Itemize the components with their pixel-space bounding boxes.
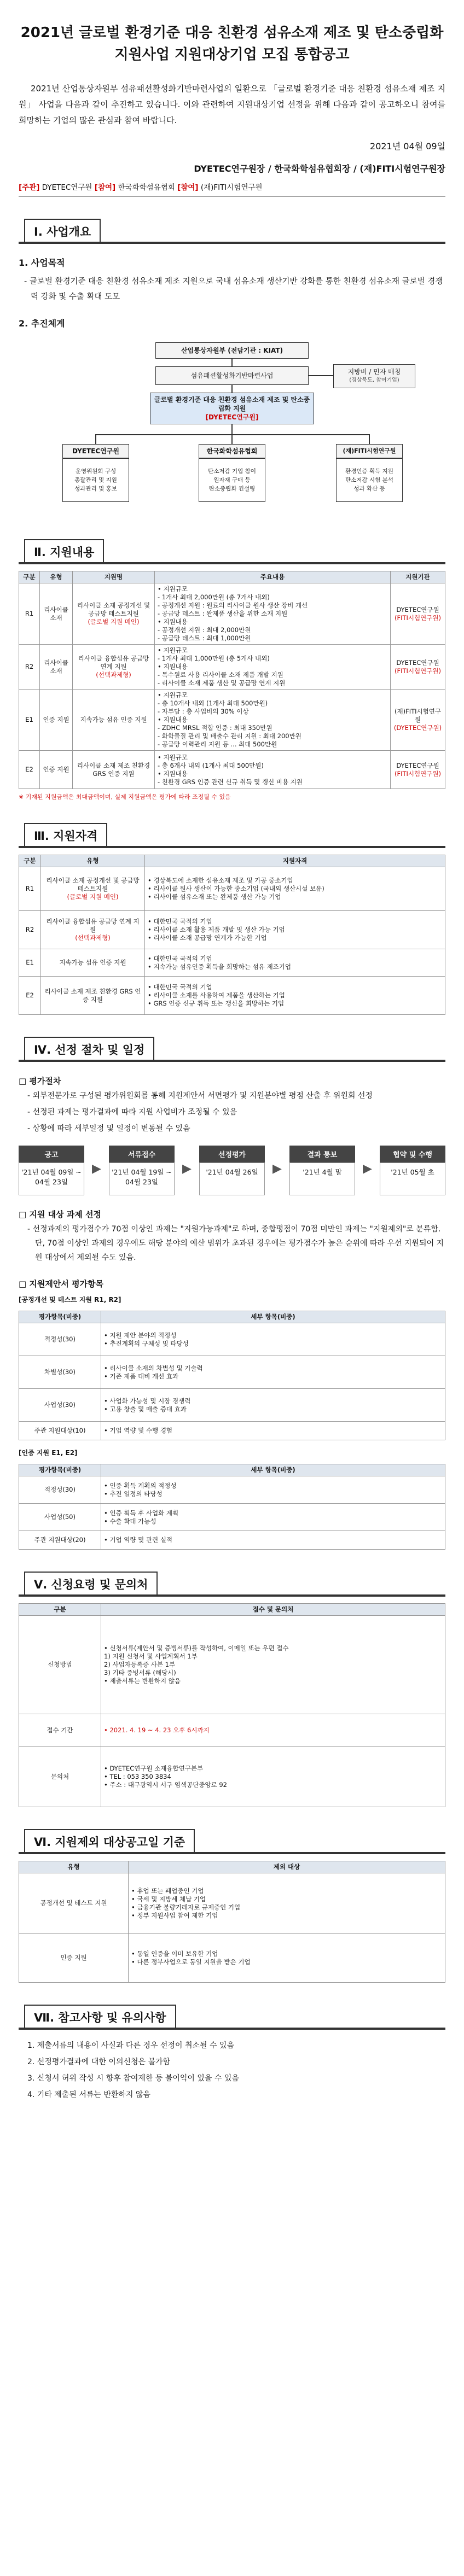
partner-name-2: (재)FITI시험연구원 xyxy=(200,183,263,192)
eval-procedure-heading: □ 평가절차 xyxy=(19,1076,61,1086)
cell: E2 xyxy=(19,751,40,789)
table-row xyxy=(19,1422,445,1440)
table-row xyxy=(19,1389,445,1422)
cell: 차별성(30) xyxy=(19,1356,101,1389)
criteria-heading: □ 지원제안서 평가항목 xyxy=(19,1279,104,1289)
table-row xyxy=(19,1714,445,1747)
section-4-header xyxy=(19,1037,445,1062)
col-header: 접수 및 문의처 xyxy=(101,1604,445,1616)
step-5 xyxy=(380,1146,445,1195)
criteria-label-1: [공정개선 및 테스트 지원 R1, R2] xyxy=(19,1296,121,1304)
table-row xyxy=(19,867,445,911)
cell: 적정성(30) xyxy=(19,1476,101,1504)
step-date: '21년 04월 09일 ~ 04월 23일 xyxy=(19,1163,84,1195)
col-header: 세부 항목(비중) xyxy=(101,1311,445,1323)
cell: (DYETEC연구원) xyxy=(393,724,442,732)
criteria-label-2: [인증 지원 E1, E2] xyxy=(19,1449,78,1457)
host-tag: [주관] xyxy=(19,183,40,192)
cell: • 지원규모 - 1개사 최대 2,000만원 (총 7개사 내외) - 공정개선 지원 : 원료의 리사이클 원사 생산 장비 개선 - 공급망 테스트 : 완제품 생산을 위한 소재 지원 • 지원내용 - 공정개선 지원 : 최대 2,000만원 - 공급망 테스트 : 최대 1,000만원 xyxy=(155,583,391,645)
col-header: 주요내용 xyxy=(155,571,391,583)
step-3 xyxy=(199,1146,265,1195)
chart-branch-3: (재)FITI시험연구원 xyxy=(336,444,403,458)
schedule-flow xyxy=(19,1146,445,1195)
cell: • 사업화 가능성 및 시장 경쟁력 • 고용 창출 및 매출 증대 효과 xyxy=(101,1389,445,1422)
table-row xyxy=(19,911,445,949)
cell: 리사이클 소재 xyxy=(40,583,73,645)
section-2-header xyxy=(19,539,445,564)
table-row xyxy=(19,1356,445,1389)
cell: 리사이클 융합섬유 공급망 연계 지원 xyxy=(78,655,149,670)
section-6-title: Ⅵ. 지원제외 대상공고일 기준 xyxy=(24,1829,195,1853)
note-item: 3. 신청서 허위 작성 시 향후 참여제한 등 불이익이 있을 수 있음 xyxy=(27,2074,239,2083)
cell: • 대한민국 국적의 기업 • 리사이클 소재를 사용하여 제품을 생산하는 기업 • GRS 인증 신규 취득 또는 갱신을 희망하는 기업 xyxy=(145,977,445,1015)
note-item: 1. 제출서류의 내용이 사실과 다른 경우 선정이 취소될 수 있음 xyxy=(27,2041,234,2050)
cell: • 기업 역량 및 수행 경험 xyxy=(101,1422,445,1440)
arrow-icon: ▶ xyxy=(182,1162,192,1176)
cell: • 리사이클 소재의 차별성 및 기술력 • 기존 제품 대비 개선 효과 xyxy=(101,1356,445,1389)
partner-name: 한국화학섬유협회 xyxy=(118,183,175,192)
selection-heading: □ 지원 대상 과제 선정 xyxy=(19,1210,101,1219)
col-header: 구분 xyxy=(19,1604,101,1616)
col-header: 평가항목(비중) xyxy=(19,1464,101,1476)
cell: 인증 지원 xyxy=(40,751,73,789)
eval-text-3: - 상황에 따라 세부일정 및 일정이 변동될 수 있음 xyxy=(27,1124,190,1133)
arrow-icon: ▶ xyxy=(92,1162,101,1176)
section-1-title: Ⅰ. 사업개요 xyxy=(24,219,101,243)
table-row xyxy=(19,690,445,751)
cell: 적정성(30) xyxy=(19,1323,101,1356)
step-title: 선정평가 xyxy=(199,1146,265,1163)
col-header: 구분 xyxy=(19,571,40,583)
section-5-header xyxy=(19,1572,445,1597)
cell: R1 xyxy=(19,867,41,911)
cell: (글로벌 지원 메인) xyxy=(67,893,119,901)
cell: DYETEC연구원 xyxy=(396,658,439,667)
cell: 인증 지원 xyxy=(40,690,73,751)
cell: • 인증 획득 계획의 적정성 • 추진 일정의 타당성 xyxy=(101,1476,445,1504)
section-4-title: Ⅳ. 선정 절차 및 일정 xyxy=(24,1037,154,1061)
cell: (선택과제형) xyxy=(75,934,111,942)
table-row xyxy=(19,977,445,1015)
purpose-text: - 글로벌 환경기준 대응 친환경 섬유소재 제조 지원으로 국내 섬유소재 생산기반 강화를 통한 친환경 섬유소재 글로벌 경쟁력 강화 및 수출 확대 도모 xyxy=(24,277,443,301)
cell: • 동일 인증을 이미 보유한 기업 • 다른 정부사업으로 동일 지원을 받은 기업 xyxy=(129,1934,445,1983)
cell: (FITI시험연구원) xyxy=(395,667,441,675)
cell: E1 xyxy=(19,690,40,751)
host-name: DYETEC연구원 xyxy=(42,183,92,192)
table-row xyxy=(19,751,445,789)
chart-mid-box: 섬유패션활성화기반마련사업 xyxy=(155,366,309,385)
cell: • 경상북도에 소재한 섬유소재 제조 및 가공 중소기업 • 리사이클 원사 생산이 가능한 중소기업 (국내외 생산시설 보유) • 리사이클 섬유소재 또는 완제품 생산 가능 기업 xyxy=(145,867,445,911)
chart-side-box xyxy=(333,364,415,388)
cell: • 신청서류(제안서 및 증빙서류)를 작성하여, 이메일 또는 우편 접수 1) 지원 신청서 및 사업계획서 1부 2) 사업자등록증 사본 1부 3) 기타 증빙서류 (해당시) • 제출서류는 반환하지 않음 xyxy=(101,1616,445,1714)
cell: (선택과제형) xyxy=(96,671,131,679)
side-label: 지방비 / 민자 매칭 xyxy=(347,368,401,376)
cell: 지속가능 섬유 인증 지원 xyxy=(80,716,147,723)
table-row xyxy=(19,949,445,977)
main-sub: [DYETEC연구원] xyxy=(205,413,259,421)
col-header: 지원명 xyxy=(73,571,155,583)
cell: • 지원규모 - 총 10개사 내외 (1개사 최대 500만원) - 자부담 : 총 사업비의 30% 이상 • 지원내용 - ZDHC MRSL 적합 인증 : 최대 350만원 - 화학물질 관리 및 배출수 관리 지원 : 최대 200만원 - 공급망 이력관리 지원 등 ... 최대 500만원 xyxy=(155,690,391,751)
table-row xyxy=(19,1873,445,1934)
step-date: '21년 04월 19일 ~ 04월 23일 xyxy=(109,1163,175,1195)
cell: (글로벌 지원 메인) xyxy=(88,618,140,626)
cell: • 휴업 또는 폐업중인 기업 • 국세 및 지방세 체납 기업 • 금융기관 불량거래자로 규제중인 기업 • 정부 지원사업 참여 제한 기업 xyxy=(129,1873,445,1934)
cell: 주관 지원대상(10) xyxy=(19,1422,101,1440)
cell: R2 xyxy=(19,645,40,690)
cell: R2 xyxy=(19,911,41,949)
section-7-title: Ⅶ. 참고사항 및 유의사항 xyxy=(24,2005,176,2029)
eval-text-2: - 선정된 과제는 평가결과에 따라 지원 사업비가 조정될 수 있음 xyxy=(27,1108,237,1117)
exclusion-table xyxy=(19,1861,445,1983)
side-sub: (경상북도, 참여기업) xyxy=(349,377,399,383)
organizer-line: DYETEC연구원장 / 한국화학섬유협회장 / (재)FITI시험연구원장 xyxy=(194,163,445,174)
chart-branch-1: DYETEC연구원 xyxy=(62,444,129,458)
step-2 xyxy=(109,1146,175,1195)
table-row xyxy=(19,645,445,690)
cell: (재)FITI시험연구원 xyxy=(395,708,441,723)
section-3-title: Ⅲ. 지원자격 xyxy=(24,823,107,847)
cell: 지속가능 섬유 인증 지원 xyxy=(59,959,126,966)
col-header: 구분 xyxy=(19,855,41,867)
cell: 리사이클 소재 공정개선 및 공급망 테스트지원 xyxy=(46,877,140,892)
host-line xyxy=(19,181,445,197)
table-row xyxy=(19,1531,445,1550)
cell: 인증 지원 xyxy=(19,1934,129,1983)
table-row xyxy=(19,1616,445,1714)
step-title: 결과 통보 xyxy=(289,1146,355,1163)
announcement-date: 2021년 04월 09일 xyxy=(370,141,445,151)
chart-main-box xyxy=(150,393,314,424)
cell: DYETEC연구원 xyxy=(396,605,439,614)
cell: • DYETEC연구원 소재융합연구본부 • TEL : 053 350 3834 • 주소 : 대구광역시 서구 염색공단중앙로 92 xyxy=(101,1747,445,1807)
step-title: 서류접수 xyxy=(109,1146,175,1163)
org-chart xyxy=(19,337,445,517)
criteria-table-1 xyxy=(19,1311,445,1440)
table-row xyxy=(19,1476,445,1504)
cell: 주관 지원대상(20) xyxy=(19,1531,101,1550)
section-3-header xyxy=(19,823,445,848)
step-title: 협약 및 수행 xyxy=(380,1146,445,1163)
page-title: 2021년 글로벌 환경기준 대응 친환경 섬유소재 제조 및 탄소중립화 지원사업 지원대상기업 모집 통합공고 xyxy=(20,25,444,63)
cell: (FITI시험연구원) xyxy=(395,769,441,778)
chart-branch-2-desc: 탄소저감 기업 참여 원자재 구매 등 탄소중립화 컨설팅 xyxy=(199,458,265,502)
col-header: 지원기관 xyxy=(391,571,445,583)
cell: 공정개선 및 테스트 지원 xyxy=(19,1873,129,1934)
section-7-header xyxy=(19,2005,445,2030)
cell: • 기업 역량 및 관련 실적 xyxy=(101,1531,445,1550)
col-header: 제외 대상 xyxy=(129,1861,445,1873)
eligibility-table xyxy=(19,855,445,1015)
cell: 리사이클 소재 제조 친환경 GRS 인증 지원 xyxy=(44,987,141,1003)
step-date: '21년 05월 초 xyxy=(380,1163,445,1195)
cell: 신청방법 xyxy=(19,1616,101,1714)
chart-top-box: 산업통상자원부 (전담기관 : KIAT) xyxy=(155,342,309,359)
cell: 리사이클 소재 xyxy=(40,645,73,690)
cell: (FITI시험연구원) xyxy=(395,614,441,622)
main-label: 글로벌 환경기준 대응 친환경 섬유소재 제조 및 탄소중립화 지원 xyxy=(154,396,310,412)
chart-branch-3-desc: 환경인증 획득 지원 탄소저감 시험 분석 성과 확산 등 xyxy=(336,458,403,502)
cell: • 지원규모 - 1개사 최대 1,000만원 (총 5개사 내외) • 지원내용 - 특수원료 사용 리사이클 소재 제품 개발 지원 - 리사이클 소재 제품 생산 및 공급망 연계 지원 xyxy=(155,645,391,690)
col-header: 유형 xyxy=(41,855,145,867)
table-row xyxy=(19,1504,445,1531)
step-4 xyxy=(289,1146,355,1195)
step-date: '21년 4월 말 xyxy=(289,1163,355,1195)
support-note: ※ 기재된 지원금액은 최대금액이며, 실제 지원금액은 평가에 따라 조정될 수 있음 xyxy=(19,793,231,801)
table-row xyxy=(19,1934,445,1983)
arrow-icon: ▶ xyxy=(363,1162,372,1176)
cell: 문의처 xyxy=(19,1747,101,1807)
cell: DYETEC연구원 xyxy=(396,761,439,769)
note-item: 2. 선정평가결과에 대한 이의신청은 불가함 xyxy=(27,2058,171,2066)
step-date: '21년 04월 26일 xyxy=(199,1163,265,1195)
cell: 리사이클 융합섬유 공급망 연계 지원 xyxy=(46,918,140,933)
chart-branch-2: 한국화학섬유협회 xyxy=(199,444,265,458)
cell: 접수 기간 xyxy=(19,1714,101,1747)
intro-paragraph: 2021년 산업통상자원부 섬유패션활성화기반마련사업의 일환으로 「글로벌 환경기준 대응 친환경 섬유소재 제조 지원」 사업을 다음과 같이 추진하고 있습니다. 이와 관련하여 지원대상기업 선정을 위해 다음과 같이 공고하오니 참여를 희망하는 기업의 많은 관심과 참여 바랍니다. xyxy=(19,84,445,125)
arrow-icon: ▶ xyxy=(272,1162,282,1176)
cell: • 지원규모 - 총 6개사 내외 (1개사 최대 500만원) • 지원내용 - 친환경 GRS 인증 관련 신규 취득 및 갱신 비용 지원 xyxy=(155,751,391,789)
note-item: 4. 기타 제출된 서류는 반환하지 않음 xyxy=(27,2090,150,2099)
cell: • 지원 제안 분야의 적정성 • 추진계획의 구체성 및 타당성 xyxy=(101,1323,445,1356)
criteria-table-2 xyxy=(19,1464,445,1550)
cell: • 인증 획득 후 사업화 계획 • 수출 확대 가능성 xyxy=(101,1504,445,1531)
cell: E1 xyxy=(19,949,41,977)
cell: 사업성(50) xyxy=(19,1504,101,1531)
cell: E2 xyxy=(19,977,41,1015)
step-title: 공고 xyxy=(19,1146,84,1163)
eval-text-1: - 외부전문가로 구성된 평가위원회를 통해 지원제안서 서면평가 및 지원분야별 평점 산출 후 위원회 선정 xyxy=(27,1091,373,1100)
cell: • 2021. 4. 19 ~ 4. 23 오후 6시까지 xyxy=(101,1714,445,1747)
partner-tag-2: [참여] xyxy=(177,183,199,192)
col-header: 세부 항목(비중) xyxy=(101,1464,445,1476)
col-header: 유형 xyxy=(40,571,73,583)
section-2-title: Ⅱ. 지원내용 xyxy=(24,539,104,563)
table-row xyxy=(19,1323,445,1356)
cell: • 대한민국 국적의 기업 • 지속가능 섬유인증 획득을 희망하는 섬유 제조기업 xyxy=(145,949,445,977)
step-1 xyxy=(19,1146,84,1195)
cell: • 대한민국 국적의 기업 • 리사이클 소재 활용 제품 개발 및 생산 가능 기업 • 리사이클 소재 공급망 연계가 가능한 기업 xyxy=(145,911,445,949)
support-table xyxy=(19,571,445,789)
table-row xyxy=(19,583,445,645)
cell: R1 xyxy=(19,583,40,645)
chart-branch-1-desc: 운영위원회 구성 총괄관리 및 지원 성과관리 및 홍보 xyxy=(62,458,129,502)
section-6-header xyxy=(19,1829,445,1854)
cell: 리사이클 소재 공정개선 및 공급망 테스트지원 xyxy=(77,601,150,617)
selection-text: - 선정과제의 평가점수가 70점 이상인 과제는 "지원가능과제"로 하며, 종합평점이 70점 미만인 과제는 "지원제외"로 분류함. 단, 70점 이상인 과제의 경우에도 해당 분야의 예산 범위가 초과된 경우에는 평가점수가 높은 순위에 따라 우선 지원되어 지원 대상에서 제외될 수도 있음. xyxy=(27,1225,444,1262)
cell: 리사이클 소재 제조 친환경 GRS 인증 지원 xyxy=(77,761,150,778)
partner-tag: [참여] xyxy=(94,183,116,192)
table-row xyxy=(19,1747,445,1807)
structure-heading: 2. 추진체계 xyxy=(19,318,65,329)
application-table xyxy=(19,1603,445,1807)
section-1-header xyxy=(19,219,445,244)
col-header: 평가항목(비중) xyxy=(19,1311,101,1323)
col-header: 지원자격 xyxy=(145,855,445,867)
col-header: 유형 xyxy=(19,1861,129,1873)
purpose-heading: 1. 사업목적 xyxy=(19,258,65,268)
section-5-title: Ⅴ. 신청요령 및 문의처 xyxy=(24,1572,158,1596)
cell: 사업성(30) xyxy=(19,1389,101,1422)
